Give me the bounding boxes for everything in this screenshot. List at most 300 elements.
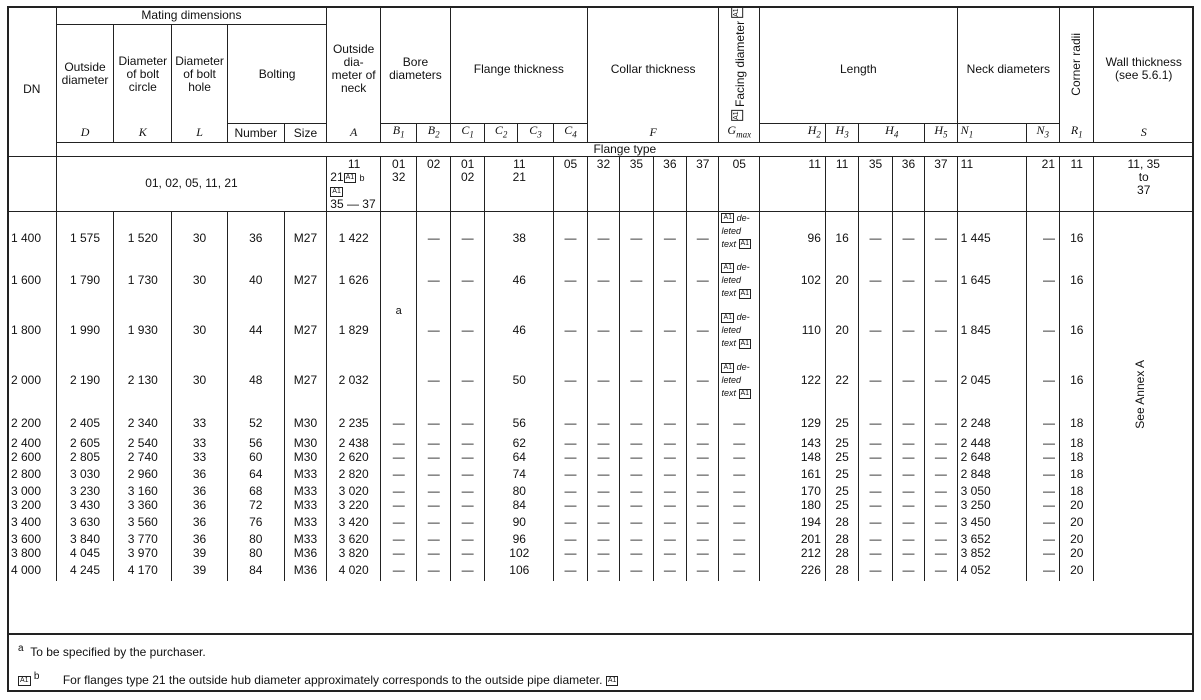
f37-cell: — xyxy=(687,465,719,485)
f32-cell: — xyxy=(587,547,619,561)
f32-cell: — xyxy=(587,513,619,533)
h4-35-cell: — xyxy=(859,547,892,561)
h2-cell: 212 xyxy=(760,547,826,561)
dn-cell: 3 200 xyxy=(8,499,57,513)
f35-cell: — xyxy=(620,437,653,451)
c1-cell: — xyxy=(450,311,484,351)
h5-cell: — xyxy=(925,513,957,533)
collar-thickness-header: Collar thickness xyxy=(587,7,719,124)
h4-36-cell: — xyxy=(892,561,924,581)
footnote-b: A1 $^b$ For flanges type 21 the outside hub diameter approximately corresponds to the outside pipe diameter. A1 xyxy=(20,671,617,687)
r1-cell: 16 xyxy=(1060,251,1094,311)
f32-cell: — xyxy=(587,311,619,351)
d-cell: 2 605 xyxy=(56,437,114,451)
h3-types: 11 xyxy=(825,156,858,211)
k-cell: 3 970 xyxy=(114,547,172,561)
c1-cell: — xyxy=(450,513,484,533)
b1-cell: — xyxy=(380,485,416,499)
h5-cell: — xyxy=(925,311,957,351)
b2-cell: — xyxy=(417,251,450,311)
f37-cell: — xyxy=(687,485,719,499)
d-cell: 3 230 xyxy=(56,485,114,499)
n1-cell: 2 045 xyxy=(957,351,1026,411)
h4-36-cell: — xyxy=(892,351,924,411)
h4-36-cell: — xyxy=(892,451,924,465)
l-cell: 30 xyxy=(172,351,228,411)
c1-cell: — xyxy=(450,351,484,411)
footnote-a: $^a$ To be specified by the purchaser. xyxy=(18,643,206,659)
l-cell: 36 xyxy=(172,465,228,485)
h4-35-cell: — xyxy=(859,485,892,499)
symbol-Gmax: $G_{max}$ xyxy=(719,124,760,142)
b1-cell: — xyxy=(380,513,416,533)
c4-cell: — xyxy=(554,533,587,547)
h2-cell: 102 xyxy=(760,251,826,311)
table-row xyxy=(8,499,1194,513)
n1-cell: 2 248 xyxy=(957,411,1026,437)
h3-cell: 22 xyxy=(825,351,858,411)
g-cell: — xyxy=(719,499,760,513)
g-types: 05 xyxy=(719,156,760,211)
n1-cell: 3 050 xyxy=(957,485,1026,499)
k-cell: 1 930 xyxy=(114,311,172,351)
f35-cell: — xyxy=(620,351,653,411)
c4-cell: — xyxy=(554,513,587,533)
bolt-size-cell: M30 xyxy=(284,411,327,437)
r1-cell: 20 xyxy=(1060,561,1094,581)
table-row xyxy=(8,547,1194,561)
symbol-C4: $C_4$ xyxy=(554,124,587,142)
c4-cell: — xyxy=(554,465,587,485)
g-cell: — xyxy=(719,411,760,437)
f36-cell: — xyxy=(653,451,686,465)
k-cell: 2 540 xyxy=(114,437,172,451)
r1-cell: 20 xyxy=(1060,547,1094,561)
b1-cell: — xyxy=(380,499,416,513)
c4-cell: — xyxy=(554,451,587,465)
dn-cell: 2 000 xyxy=(8,351,57,411)
l-cell: 36 xyxy=(172,485,228,499)
bolt-number-cell: 84 xyxy=(227,561,284,581)
f32-cell: — xyxy=(587,437,619,451)
facing-header: A1 Facing diameter A1 xyxy=(719,7,760,124)
c4-cell: — xyxy=(554,411,587,437)
c23-cell: 46 xyxy=(485,311,554,351)
d-cell: 2 405 xyxy=(56,411,114,437)
c23-types: 11 21 xyxy=(485,156,554,211)
neck-diameters-header: Neck diameters xyxy=(957,7,1059,124)
k-cell: 2 740 xyxy=(114,451,172,465)
h4-36-cell: — xyxy=(892,533,924,547)
n3-cell: — xyxy=(1026,411,1059,437)
c23-cell: 74 xyxy=(485,465,554,485)
h4-35-cell: — xyxy=(859,533,892,547)
f32-cell: — xyxy=(587,485,619,499)
f36-cell: — xyxy=(653,465,686,485)
h2-types: 11 xyxy=(760,156,826,211)
b2-cell: — xyxy=(417,311,450,351)
n3-cell: — xyxy=(1026,513,1059,533)
b2-cell: — xyxy=(417,513,450,533)
h3-cell: 28 xyxy=(825,547,858,561)
r1-cell: 18 xyxy=(1060,437,1094,451)
size-header: Size xyxy=(284,124,327,142)
r1-types: 11 xyxy=(1060,156,1094,211)
c1-types: 01 02 xyxy=(450,156,484,211)
n3-cell: — xyxy=(1026,533,1059,547)
symbol-H5: $H_5$ xyxy=(925,124,957,142)
a-cell: 3 620 xyxy=(327,533,381,547)
dn-cell: 3 600 xyxy=(8,533,57,547)
table-row xyxy=(8,513,1194,533)
g-cell: — xyxy=(719,485,760,499)
symbol-H2: $H_2$ xyxy=(760,124,826,142)
f35-cell: — xyxy=(620,451,653,465)
b2-types: 02 xyxy=(417,156,450,211)
h3-cell: 25 xyxy=(825,411,858,437)
h5-cell: — xyxy=(925,211,957,251)
b2-cell: — xyxy=(417,411,450,437)
f32-cell: — xyxy=(587,561,619,581)
h2-cell: 110 xyxy=(760,311,826,351)
f36-cell: — xyxy=(653,437,686,451)
f36-cell: — xyxy=(653,211,686,251)
c23-cell: 102 xyxy=(485,547,554,561)
n3-cell: — xyxy=(1026,451,1059,465)
g-cell: — xyxy=(719,513,760,533)
f36-cell: — xyxy=(653,251,686,311)
c23-cell: 80 xyxy=(485,485,554,499)
f36-cell: — xyxy=(653,311,686,351)
bolt-hole-header: Diameter of bolt hole xyxy=(172,25,228,124)
d-cell: 1 990 xyxy=(56,311,114,351)
symbol-F: F xyxy=(587,124,719,142)
dn-cell: 1 800 xyxy=(8,311,57,351)
bolting-header: Bolting xyxy=(227,25,326,124)
dn-cell: 3 000 xyxy=(8,485,57,499)
a-cell: 3 020 xyxy=(327,485,381,499)
h2-cell: 180 xyxy=(760,499,826,513)
f32-cell: — xyxy=(587,351,619,411)
dn-cell: 2 800 xyxy=(8,465,57,485)
h5-types: 37 xyxy=(925,156,957,211)
c23-cell: 64 xyxy=(485,451,554,465)
h4-36-cell: — xyxy=(892,499,924,513)
r1-cell: 16 xyxy=(1060,351,1094,411)
f35-cell: — xyxy=(620,311,653,351)
bolt-size-cell: M27 xyxy=(284,251,327,311)
f35-cell: — xyxy=(620,465,653,485)
bolt-number-cell: 80 xyxy=(227,547,284,561)
h2-cell: 201 xyxy=(760,533,826,547)
c23-cell: 90 xyxy=(485,513,554,533)
h5-cell: — xyxy=(925,485,957,499)
n1-cell: 3 450 xyxy=(957,513,1026,533)
mating-types: 01, 02, 05, 11, 21 xyxy=(56,156,327,211)
outside-diameter-header: Outside diameter xyxy=(56,25,114,124)
b2-cell: — xyxy=(417,561,450,581)
n3-cell: — xyxy=(1026,211,1059,251)
table-row xyxy=(8,351,1194,411)
b2-cell: — xyxy=(417,351,450,411)
f37-cell: — xyxy=(687,499,719,513)
bolt-number-cell: 40 xyxy=(227,251,284,311)
g-cell: — xyxy=(719,437,760,451)
bolt-size-cell: M36 xyxy=(284,561,327,581)
symbol-H3: $H_3$ xyxy=(825,124,858,142)
mating-dimensions-header: Mating dimensions xyxy=(56,7,327,25)
f37-cell: — xyxy=(687,211,719,251)
a-cell: 2 032 xyxy=(327,351,381,411)
f36-cell: — xyxy=(653,351,686,411)
h2-cell: 148 xyxy=(760,451,826,465)
table-row xyxy=(8,465,1194,485)
table-row xyxy=(8,451,1194,465)
f36-cell: — xyxy=(653,411,686,437)
c1-cell: — xyxy=(450,547,484,561)
b2-cell: — xyxy=(417,533,450,547)
l-cell: 33 xyxy=(172,451,228,465)
h3-cell: 25 xyxy=(825,451,858,465)
b1-cell: — xyxy=(380,465,416,485)
c23-cell: 106 xyxy=(485,561,554,581)
a-cell: 2 235 xyxy=(327,411,381,437)
n1-cell: 4 052 xyxy=(957,561,1026,581)
flange-dimension-table xyxy=(7,6,1194,581)
bolt-size-cell: M36 xyxy=(284,547,327,561)
k-cell: 2 960 xyxy=(114,465,172,485)
d-cell: 3 030 xyxy=(56,465,114,485)
f35-cell: — xyxy=(620,211,653,251)
k-cell: 3 160 xyxy=(114,485,172,499)
n1-cell: 3 250 xyxy=(957,499,1026,513)
f36-cell: — xyxy=(653,513,686,533)
n1-cell: 1 645 xyxy=(957,251,1026,311)
h2-cell: 143 xyxy=(760,437,826,451)
f37-cell: — xyxy=(687,437,719,451)
h2-cell: 161 xyxy=(760,465,826,485)
f32-cell: — xyxy=(587,499,619,513)
symbol-K: K xyxy=(114,124,172,142)
l-cell: 36 xyxy=(172,533,228,547)
h3-cell: 16 xyxy=(825,211,858,251)
f32-cell: — xyxy=(587,411,619,437)
b2-cell: — xyxy=(417,485,450,499)
h2-cell: 194 xyxy=(760,513,826,533)
b2-cell: — xyxy=(417,547,450,561)
h5-cell: — xyxy=(925,251,957,311)
r1-cell: 18 xyxy=(1060,485,1094,499)
h5-cell: — xyxy=(925,451,957,465)
n1-cell: 3 652 xyxy=(957,533,1026,547)
r1-cell: 18 xyxy=(1060,451,1094,465)
h2-cell: 96 xyxy=(760,211,826,251)
c23-cell: 46 xyxy=(485,251,554,311)
h5-cell: — xyxy=(925,351,957,411)
c4-cell: — xyxy=(554,351,587,411)
c1-cell: — xyxy=(450,561,484,581)
h4-35-cell: — xyxy=(859,211,892,251)
bolt-size-cell: M33 xyxy=(284,513,327,533)
symbol-C1: $C_1$ xyxy=(450,124,484,142)
f-type-37: 37 xyxy=(687,156,719,211)
symbol-C2: $C_2$ xyxy=(485,124,517,142)
l-cell: 39 xyxy=(172,547,228,561)
f35-cell: — xyxy=(620,499,653,513)
n3-cell: — xyxy=(1026,465,1059,485)
a-cell: 1 626 xyxy=(327,251,381,311)
see-annex-cell: See Annex A xyxy=(1094,211,1194,581)
d-cell: 2 190 xyxy=(56,351,114,411)
a-cell: 3 220 xyxy=(327,499,381,513)
b1-cell: — xyxy=(380,411,416,437)
g-cell: — xyxy=(719,561,760,581)
dn-cell: 3 400 xyxy=(8,513,57,533)
l-cell: 30 xyxy=(172,251,228,311)
bolt-size-cell: M33 xyxy=(284,499,327,513)
b1-cell: — xyxy=(380,437,416,451)
dn-cell: 2 600 xyxy=(8,451,57,465)
d-cell: 2 805 xyxy=(56,451,114,465)
l-cell: 30 xyxy=(172,311,228,351)
table-row xyxy=(8,211,1194,251)
flange-type-header: Flange type xyxy=(56,142,1193,156)
dn-cell: 2 200 xyxy=(8,411,57,437)
bolt-number-cell: 64 xyxy=(227,465,284,485)
f36-cell: — xyxy=(653,547,686,561)
f36-cell: — xyxy=(653,485,686,499)
r1-cell: 16 xyxy=(1060,311,1094,351)
c4-cell: — xyxy=(554,311,587,351)
d-cell: 1 575 xyxy=(56,211,114,251)
f32-cell: — xyxy=(587,251,619,311)
k-cell: 1 730 xyxy=(114,251,172,311)
table-row xyxy=(8,485,1194,499)
bolt-number-cell: 52 xyxy=(227,411,284,437)
c4-cell: — xyxy=(554,547,587,561)
c4-cell: — xyxy=(554,251,587,311)
b2-cell: — xyxy=(417,211,450,251)
f32-cell: — xyxy=(587,465,619,485)
h4-36-cell: — xyxy=(892,437,924,451)
f35-cell: — xyxy=(620,485,653,499)
b2-cell: — xyxy=(417,499,450,513)
dn-header: DN xyxy=(8,7,57,143)
h4-36-cell: — xyxy=(892,485,924,499)
c4-cell: — xyxy=(554,485,587,499)
dn-cell: 3 800 xyxy=(8,547,57,561)
h5-cell: — xyxy=(925,437,957,451)
f36-cell: — xyxy=(653,499,686,513)
h3-cell: 28 xyxy=(825,561,858,581)
h4-35-cell: — xyxy=(859,411,892,437)
bolt-size-cell: M33 xyxy=(284,533,327,547)
f35-cell: — xyxy=(620,411,653,437)
l-cell: 33 xyxy=(172,411,228,437)
k-cell: 1 520 xyxy=(114,211,172,251)
f35-cell: — xyxy=(620,251,653,311)
bolt-number-cell: 56 xyxy=(227,437,284,451)
h4-36-cell: — xyxy=(892,411,924,437)
h5-cell: — xyxy=(925,533,957,547)
k-cell: 3 560 xyxy=(114,513,172,533)
n1-types: 11 xyxy=(957,156,1026,211)
h4-type-35: 35 xyxy=(859,156,892,211)
f-type-35: 35 xyxy=(620,156,653,211)
c23-cell: 84 xyxy=(485,499,554,513)
c4-types: 05 xyxy=(554,156,587,211)
h2-cell: 129 xyxy=(760,411,826,437)
k-cell: 3 770 xyxy=(114,533,172,547)
a-cell: 2 620 xyxy=(327,451,381,465)
n3-cell: — xyxy=(1026,499,1059,513)
number-header: Number xyxy=(227,124,284,142)
h4-36-cell: — xyxy=(892,311,924,351)
a-cell: 2 820 xyxy=(327,465,381,485)
l-cell: 36 xyxy=(172,513,228,533)
c23-cell: 96 xyxy=(485,533,554,547)
symbol-L: L xyxy=(172,124,228,142)
bolt-size-cell: M27 xyxy=(284,211,327,251)
table-row xyxy=(8,311,1194,351)
c1-cell: — xyxy=(450,211,484,251)
h4-35-cell: — xyxy=(859,465,892,485)
h4-36-cell: — xyxy=(892,465,924,485)
symbol-C3: $C_3$ xyxy=(517,124,553,142)
length-header: Length xyxy=(760,7,958,124)
n3-cell: — xyxy=(1026,561,1059,581)
n1-cell: 1 445 xyxy=(957,211,1026,251)
b2-cell: — xyxy=(417,451,450,465)
r1-cell: 20 xyxy=(1060,513,1094,533)
n3-cell: — xyxy=(1026,547,1059,561)
symbol-R1: $R_1$ xyxy=(1060,124,1094,142)
bolt-number-cell: 48 xyxy=(227,351,284,411)
c1-cell: — xyxy=(450,251,484,311)
h4-35-cell: — xyxy=(859,437,892,451)
k-cell: 4 170 xyxy=(114,561,172,581)
h5-cell: — xyxy=(925,411,957,437)
n1-cell: 1 845 xyxy=(957,311,1026,351)
n1-cell: 3 852 xyxy=(957,547,1026,561)
n3-cell: — xyxy=(1026,351,1059,411)
n3-cell: — xyxy=(1026,251,1059,311)
n3-cell: — xyxy=(1026,437,1059,451)
f32-cell: — xyxy=(587,211,619,251)
f37-cell: — xyxy=(687,311,719,351)
a-cell: 2 438 xyxy=(327,437,381,451)
l-cell: 30 xyxy=(172,211,228,251)
h2-cell: 170 xyxy=(760,485,826,499)
symbol-H4: $H_4$ xyxy=(859,124,925,142)
h4-35-cell: — xyxy=(859,513,892,533)
c23-cell: 38 xyxy=(485,211,554,251)
h4-36-cell: — xyxy=(892,513,924,533)
l-cell: 39 xyxy=(172,561,228,581)
dn-cell: 1 600 xyxy=(8,251,57,311)
table-row xyxy=(8,533,1194,547)
dn-cell: 4 000 xyxy=(8,561,57,581)
h4-35-cell: — xyxy=(859,251,892,311)
b1-cell: — xyxy=(380,533,416,547)
d-cell: 4 245 xyxy=(56,561,114,581)
f-type-36: 36 xyxy=(653,156,686,211)
f37-cell: — xyxy=(687,411,719,437)
g-deleted-cell: A1 de-leted text A1 xyxy=(719,351,760,411)
h3-cell: 20 xyxy=(825,311,858,351)
table-row xyxy=(8,437,1194,451)
h4-36-cell: — xyxy=(892,547,924,561)
